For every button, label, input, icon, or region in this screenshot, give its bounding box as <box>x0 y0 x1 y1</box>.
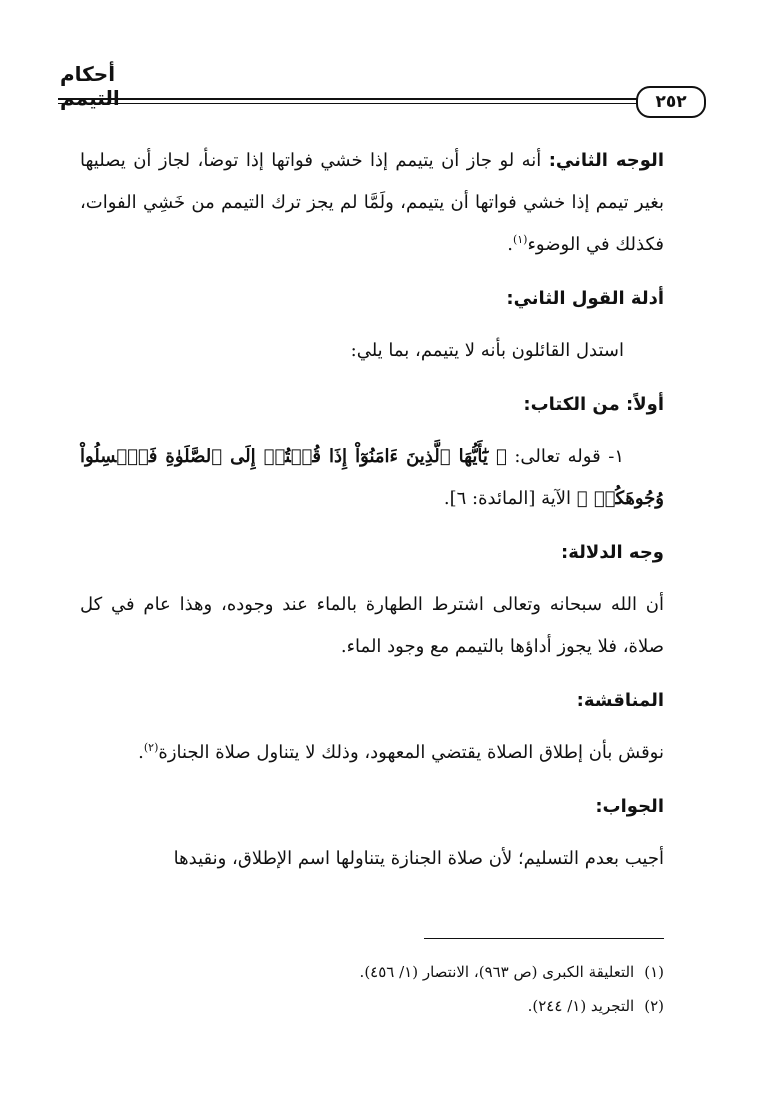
footnote-text: التعليقة الكبرى (ص ٩٦٣)، الانتصار (١/ ٤٥٦). <box>359 963 635 981</box>
paragraph-text: نوقش بأن إطلاق الصلاة يقتضي المعهود، وذلك لا يتناول صلاة الجنازة <box>158 742 664 763</box>
subsection-heading: وجه الدلالة: <box>561 542 664 563</box>
footnote-ref-1[interactable]: (١) <box>512 233 528 246</box>
footnote-ref-2[interactable]: (٢) <box>143 741 159 754</box>
quran-verse: ﴿ يَٰٓأَيُّهَا ٱلَّذِينَ ءَامَنُوٓاْ إِذَا قُمۡتُمۡ إِلَى ٱلصَّلَوٰةِ فَٱغۡسِلُواْ وُجُوهَكُمۡ ﴾ <box>80 446 664 509</box>
running-header-title: أحكام التيمم <box>60 62 120 110</box>
paragraph-answer: أجيب بعدم التسليم؛ لأن صلاة الجنازة يتناولها اسم الإطلاق، ونقيدها <box>173 848 664 869</box>
paragraph-discussion <box>80 732 664 774</box>
punctuation: . <box>138 742 144 763</box>
footnote-item <box>80 955 664 989</box>
footnote-item <box>80 989 664 1023</box>
paragraph-second-aspect <box>80 140 664 266</box>
page-number: ٢٥٢ <box>636 86 706 118</box>
footnote-separator <box>424 938 664 939</box>
subsection-heading: أولاً: من الكتاب: <box>523 394 664 415</box>
footnote-number: (٢) <box>644 997 664 1015</box>
subsection-heading: الجواب: <box>595 796 664 817</box>
footnote-text: التجريد (١/ ٢٤٤). <box>527 997 635 1015</box>
main-text <box>80 140 664 892</box>
section-heading: أدلة القول الثاني: <box>506 288 664 309</box>
subsection-heading: المناقشة: <box>576 690 664 711</box>
paragraph-label: الوجه الثاني: <box>548 150 664 171</box>
header-rule <box>58 98 644 100</box>
paragraph-text: أنه لو جاز أن يتيمم إذا خشي فواتها إذا توضأ، لجاز أن يصليها بغير تيمم إذا خشي فواتها أن يتيمم، ولَمَّا لم يجز ترك التيمم من خَشِي الفوات، فكذلك في الوضوء <box>80 150 664 255</box>
footnotes <box>80 955 664 1023</box>
header-rule-thin <box>58 103 644 104</box>
list-number: ١- <box>608 446 624 467</box>
paragraph-verse <box>80 436 664 520</box>
punctuation: . <box>507 234 513 255</box>
paragraph-intro: استدل القائلون بأنه لا يتيمم، بما يلي: <box>350 340 624 361</box>
verse-intro: قوله تعالى: <box>506 446 609 467</box>
paragraph-evidence: أن الله سبحانه وتعالى اشترط الطهارة بالماء عند وجوده، وهذا عام في كل صلاة، فلا يجوز أداؤها بالتيمم مع وجود الماء. <box>80 594 664 657</box>
verse-reference: الآية [المائدة: ٦]. <box>443 488 577 509</box>
footnote-number: (١) <box>644 963 664 981</box>
